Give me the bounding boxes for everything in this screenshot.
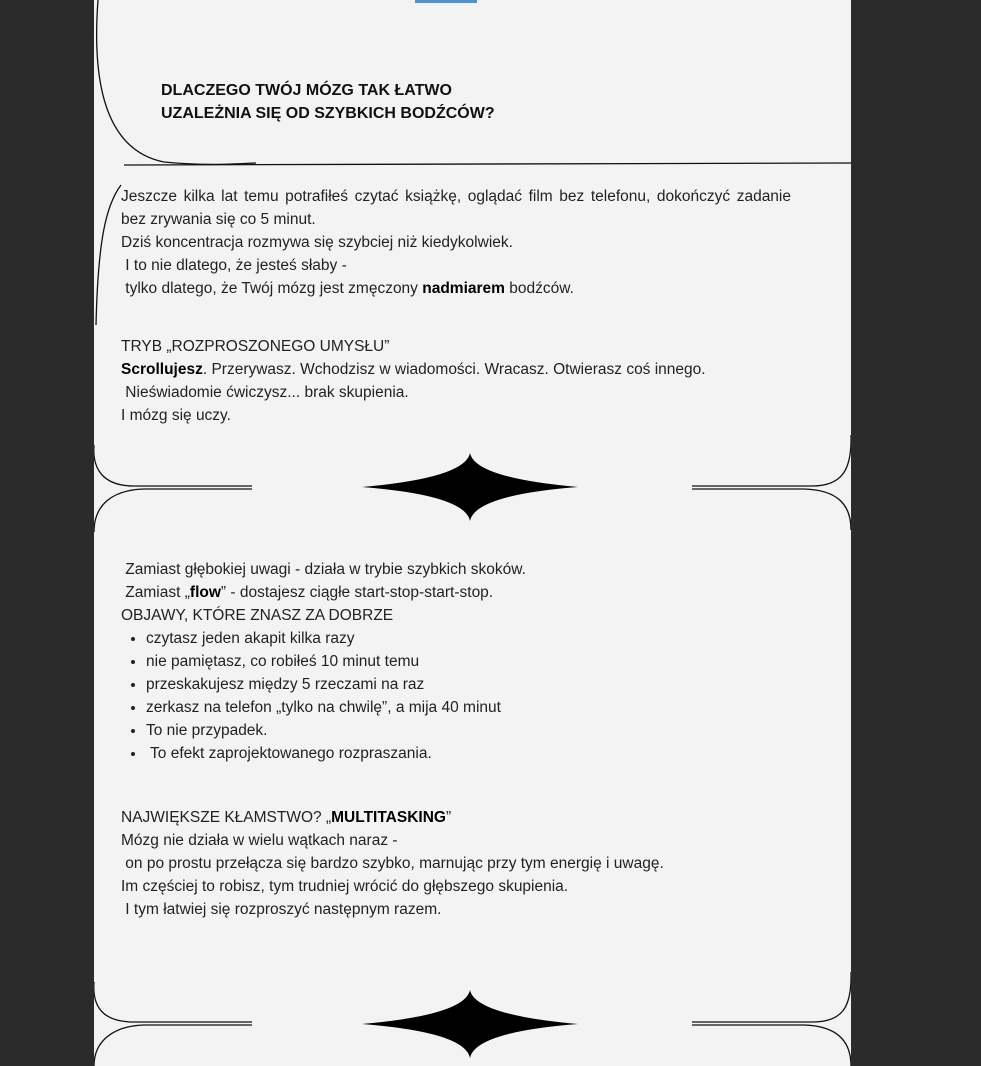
frame-curve-intro-left	[96, 185, 121, 325]
intro-paragraph-3: I to nie dlatego, że jesteś słaby -	[121, 257, 347, 274]
intro-paragraph-4	[121, 277, 791, 300]
document-page	[94, 0, 851, 1066]
scattered-heading: TRYB „ROZPROSZONEGO UMYSŁU”	[121, 338, 390, 355]
sparkle-divider-2-icon	[362, 990, 578, 1058]
jumps-paragraph-2	[121, 581, 791, 604]
scattered-mind-section	[121, 335, 791, 427]
intro-paragraph-1: Jeszcze kilka lat temu potrafiłeś czytać książkę, oglądać film bez telefonu, dokończyć zadanie bez zrywania się co 5 minut.	[121, 188, 791, 228]
frame-curve-left-2a	[94, 982, 252, 1022]
list-item: • zerkasz na telefon „tylko na chwilę”, a mija 40 minut	[146, 696, 791, 719]
sparkle-divider-1-icon	[362, 453, 578, 521]
jumps-p2-post: ” - dostajesz ciągłe start-stop-start-stop.	[220, 584, 494, 601]
multitasking-paragraph-1: Mózg nie działa w wielu wątkach naraz -	[121, 832, 398, 849]
jumps-p2-bold: flow	[189, 584, 221, 601]
multitasking-heading-pre: NAJWIĘKSZE KŁAMSTWO? „	[121, 809, 332, 826]
intro-section	[121, 185, 791, 300]
intro-paragraph-2: Dziś koncentracja rozmywa się szybciej niż kiedykolwiek.	[121, 234, 513, 251]
page-title	[161, 79, 495, 125]
frame-curve-left-1b	[94, 489, 252, 532]
jumps-paragraph-1: Zamiast głębokiej uwagi - działa w trybie szybkich skoków.	[121, 561, 526, 578]
symptoms-list	[121, 627, 791, 765]
multitasking-heading-post: ”	[445, 809, 452, 826]
frame-curve-left-2b	[94, 1025, 252, 1066]
scattered-p1-bold: Scrollujesz	[121, 361, 203, 378]
title-line-2: UZALEŻNIA SIĘ OD SZYBKICH BODŹCÓW?	[161, 105, 495, 122]
multitasking-section	[121, 806, 791, 921]
jumps-section	[121, 558, 791, 765]
frame-curve-right-2b	[692, 1025, 851, 1066]
frame-curve-right-2a	[692, 972, 851, 1022]
scattered-paragraph-2: Nieświadomie ćwiczysz... brak skupienia.	[121, 384, 409, 401]
multitasking-heading	[121, 806, 791, 829]
multitasking-paragraph-4: I tym łatwiej się rozproszyć następnym razem.	[121, 901, 442, 918]
intro-p4-bold: nadmiarem	[422, 280, 505, 297]
list-item: • przeskakujesz między 5 rzeczami na raz	[146, 673, 791, 696]
intro-p4-pre: tylko dlatego, że Twój mózg jest zmęczony	[121, 280, 423, 297]
title-line-1: DLACZEGO TWÓJ MÓZG TAK ŁATWO	[161, 82, 452, 99]
list-item: • czytasz jeden akapit kilka razy	[146, 627, 791, 650]
scattered-p1-rest: . Przerywasz. Wchodzisz w wiadomości. Wracasz. Otwierasz coś innego.	[202, 361, 706, 378]
frame-curve-left-1a	[94, 445, 252, 486]
frame-curve-right-1a	[692, 435, 851, 486]
list-item: • To efekt zaprojektowanego rozpraszania.	[146, 742, 791, 765]
multitasking-heading-bold: MULTITASKING	[331, 809, 446, 826]
symptoms-heading: OBJAWY, KTÓRE ZNASZ ZA DOBRZE	[121, 607, 394, 624]
scattered-paragraph-1	[121, 358, 791, 381]
list-item: • nie pamiętasz, co robiłeś 10 minut temu	[146, 650, 791, 673]
intro-p4-post: bodźców.	[504, 280, 574, 297]
jumps-p2-pre: Zamiast „	[121, 584, 190, 601]
frame-curve-right-1b	[692, 489, 851, 530]
multitasking-paragraph-3: Im częściej to robisz, tym trudniej wrócić do głębszego skupienia.	[121, 878, 569, 895]
scattered-paragraph-3: I mózg się uczy.	[121, 407, 231, 424]
multitasking-paragraph-2: on po prostu przełącza się bardzo szybko, marnując przy tym energię i uwagę.	[121, 855, 664, 872]
list-item: • To nie przypadek.	[146, 719, 791, 742]
